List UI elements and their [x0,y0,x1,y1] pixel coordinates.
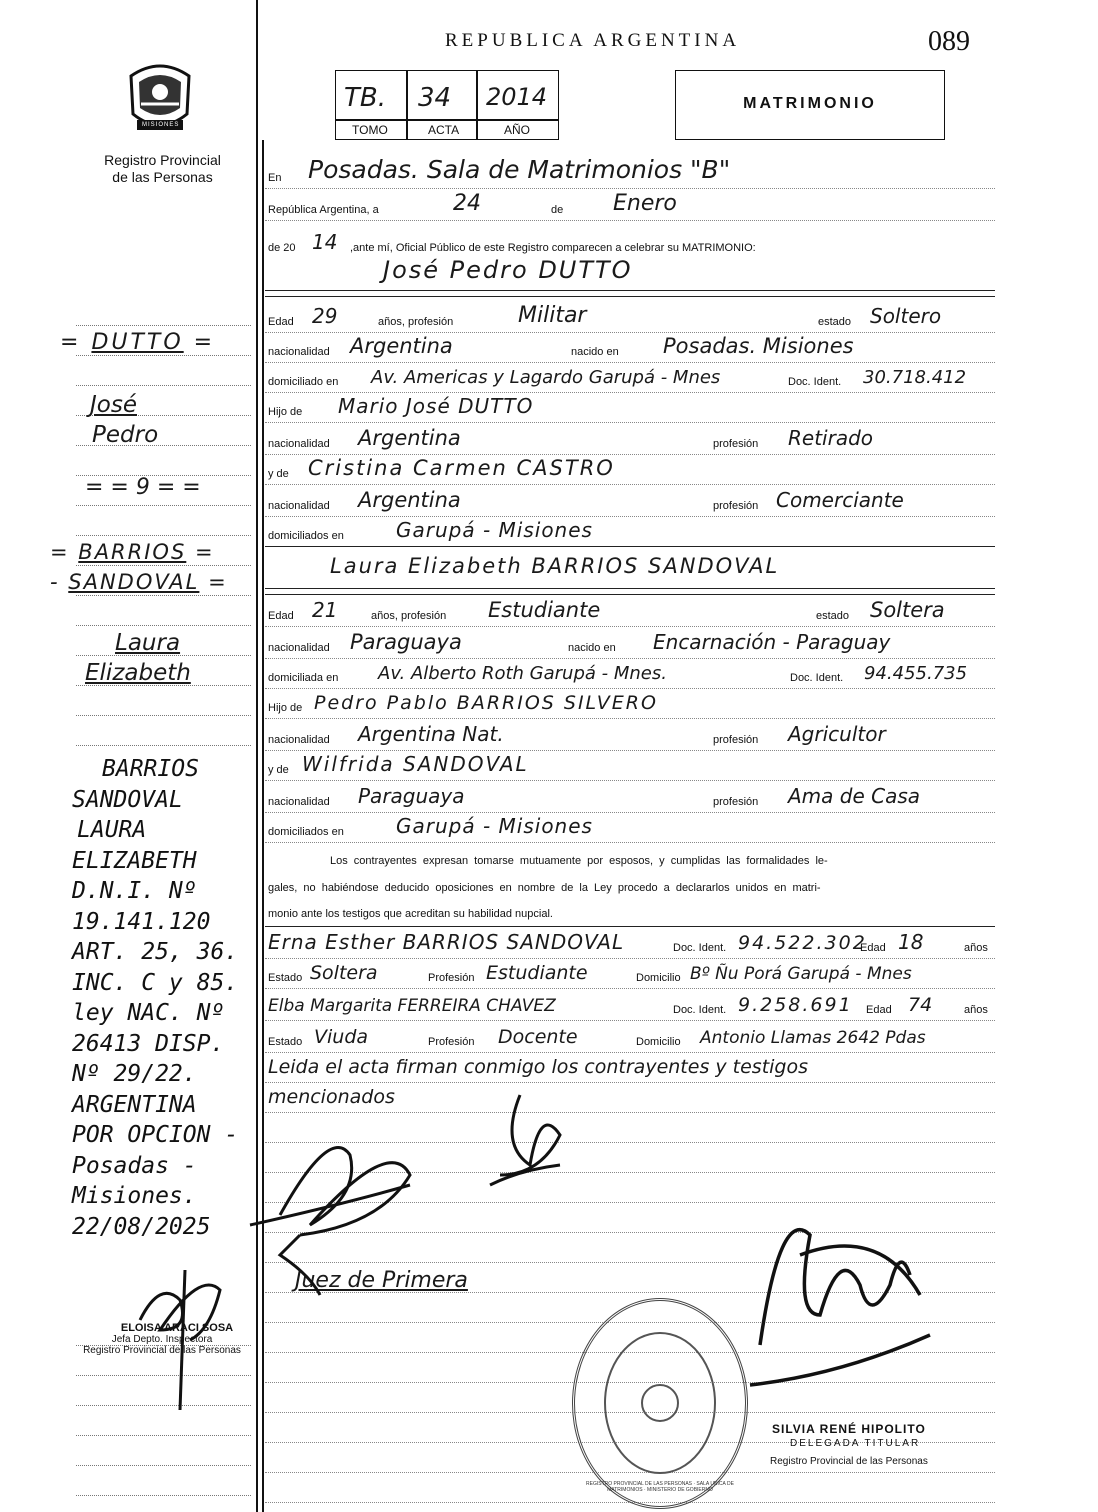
registry-name [80,152,245,186]
bride-mother: Wilfrida SANDOVAL [302,752,529,776]
groom-mother: Cristina Carmen CASTRO [308,456,615,480]
margin-note-line: 22/08/2025 [72,1213,211,1240]
margin-note-line: Misiones. [72,1183,197,1209]
margin-marker: = = 9 = = [85,475,201,500]
bride-signature-icon [490,1095,560,1185]
witness2-name: Elba Margarita FERREIRA CHAVEZ [268,996,556,1016]
margin-note-line: D.N.I. Nº [72,878,197,904]
domicilio-label: Domicilio [636,972,681,984]
witness1-state: Soltera [310,962,378,984]
groom-signature-icon [250,1148,410,1296]
republica-label: República Argentina, a [268,204,379,216]
record-box [335,70,559,140]
declaration-line2: gales, no habiéndose deducido oposiciones en nombre de la Ley procedo a declararlos unidos en matri- [268,882,821,894]
groom-mother-profession: Comerciante [776,488,904,512]
day: 24 [453,191,481,216]
right-official-registry: Registro Provincial de las Personas [770,1456,928,1467]
witness1-profession: Estudiante [486,962,588,984]
bride-father-info-row [268,724,996,750]
witness2-doc: 9.258.691 [738,994,853,1016]
groom-name-row [268,256,996,288]
bride-mother-row [268,754,996,780]
acta-value: 34 [418,83,452,113]
profesion-label: profesión [713,734,759,746]
margin-groom-surname-text: DUTTO [91,330,184,355]
year-suffix: 14 [312,230,338,254]
logo-text: MISIONES [142,122,180,128]
left-official-title: Jefa Depto. Inspectora [111,1334,213,1345]
seal-icon [575,1301,745,1506]
place: Posadas. Sala de Matrimonios "B" [308,155,731,184]
doc-label: Doc. Ident. [788,376,842,388]
acta-label: ACTA [428,123,460,137]
bride-nationality-row [268,632,996,658]
margin-note-line: Nº 29/22. [72,1061,197,1087]
bride-birthplace: Encarnación - Paraguay [653,630,891,654]
bride-mother-nationality: Paraguaya [358,784,465,808]
margin-bride-first: Laura [115,630,181,656]
domiciliado-label: domiciliado en [268,376,339,388]
official-signature-icon [750,1230,930,1385]
groom-mother-nationality: Argentina [358,488,461,512]
domiciliados-label: domiciliados en [268,530,344,542]
profesion-label: Profesión [428,972,475,984]
bride-nationality: Paraguaya [350,630,462,654]
right-official-title: DELEGADA TITULAR [790,1438,921,1449]
margin-bride-second: Elizabeth [85,660,191,686]
nacionalidad-label: nacionalidad [268,438,330,450]
margin-bride-surname2-text: SANDOVAL [68,570,200,594]
margin-note-line: LAURA [77,817,147,843]
margin-note-line: ARGENTINA [72,1091,197,1118]
groom-parents-address: Garupá - Misiones [396,518,593,542]
bride-full-name: Laura Elizabeth BARRIOS SANDOVAL [330,554,780,578]
nacido-label: nacido en [571,346,619,358]
groom-full-name: José Pedro DUTTO [383,256,633,284]
groom-father-nationality: Argentina [358,426,461,450]
groom-father-info-row [268,428,996,454]
official-seal [572,1298,748,1509]
margin-note-line: Posadas - [72,1152,197,1179]
estado-label: estado [818,316,852,328]
seal-text: REGISTRO PROVINCIAL DE LAS PERSONAS · SALA UNICA DE MATRIMONIOS · MINISTERIO DE GOBIERNO [586,1481,734,1493]
hijo-label: Hijo de [268,702,303,714]
bride-civil-state: Soltera [870,598,945,622]
witness2-address: Antonio Llamas 2642 Pdas [700,1028,926,1048]
margin-note-line: SANDOVAL [72,786,183,813]
profesion-label: profesión [713,796,759,808]
edad-label: Edad [866,1004,892,1016]
declaration-line3: monio ante los testigos que acreditan su habilidad nupcial. [268,908,553,920]
witness1-age: 18 [898,930,924,954]
groom-age-row [268,303,996,332]
closing-line2: mencionados [268,1086,395,1108]
page-number: 089 [928,26,970,57]
anio-label: AÑO [504,123,531,137]
bride-age-row [268,600,996,626]
bride-mother-profession: Ama de Casa [788,784,921,808]
profesion-label: profesión [713,438,759,450]
year-prefix: de 20 [268,242,296,254]
nacido-label: nacido en [568,642,616,654]
yde-label: y de [268,764,289,776]
month: Enero [613,191,677,216]
en-label: En [268,172,282,184]
margin-bride-surname1: = BARRIOS = [50,540,215,564]
witness2-info-row [268,1026,996,1052]
bride-mother-info-row [268,786,996,812]
yde-label: y de [268,468,289,480]
hijo-label: Hijo de [268,406,303,418]
anos-profesion-label: años, profesión [371,610,447,622]
anos-profesion-label: años, profesión [378,316,454,328]
groom-address-row [268,366,996,392]
bride-father-nationality: Argentina Nat. [358,722,504,746]
closing-line1-row [268,1056,996,1082]
margin-note-line: BARRIOS [102,756,199,782]
margin-marker-text: 9 [135,475,150,500]
nacionalidad-label: nacionalidad [268,500,330,512]
witness1-doc: 94.522.302 [738,932,867,954]
groom-doc-number: 30.718.412 [863,367,967,388]
groom-profession: Militar [518,303,587,328]
profesion-label: Profesión [428,1036,475,1048]
intro-date-row [268,191,996,220]
anio-value: 2014 [486,83,548,111]
margin-note-line: ley NAC. Nº [72,1000,225,1026]
nacionalidad-label: nacionalidad [268,796,330,808]
groom-parents-address-row [268,520,996,546]
margin-note-line: INC. C y 85. [72,969,239,996]
margin-note-line: ART. 25, 36. [72,939,239,965]
country-title: REPUBLICA ARGENTINA [445,30,741,51]
doc-label: Doc. Ident. [790,672,844,684]
bride-father-profession: Agricultor [788,722,886,746]
groom-mother-row [268,458,996,484]
intro-year-row [268,232,996,258]
domicilio-label: Domicilio [636,1036,681,1048]
margin-groom-second: Pedro [92,422,159,448]
groom-father: Mario José DUTTO [338,394,534,418]
bride-doc-number: 94.455.735 [864,663,968,684]
groom-birthplace: Posadas. Misiones [663,334,854,358]
estado-label: Estado [268,1036,303,1048]
margin-note-line: 19.141.120 [72,908,211,935]
bride-father: Pedro Pablo BARRIOS SILVERO [314,692,658,714]
margin-note [72,754,238,1242]
left-official-name: ELOISA ARACI SOSA [120,1322,234,1334]
groom-age: 29 [312,304,338,328]
bride-name-row [268,556,996,582]
registry-name-line1: Registro Provincial [104,152,221,168]
de-label: de [551,204,564,216]
domiciliados-label: domiciliados en [268,826,344,838]
registry-name-line2: de las Personas [112,169,213,185]
juez-text: Juez de Primera [295,1268,468,1293]
groom-civil-state: Soltero [870,304,942,328]
nacionalidad-label: nacionalidad [268,346,330,358]
misiones-coat-of-arms [125,58,195,138]
closing-line1: Leida el acta firman conmigo los contrayentes y testigos [268,1056,809,1078]
anos-label: años [964,1004,988,1016]
anos-label: años [964,942,988,954]
profesion-label: profesión [713,500,759,512]
estado-label: estado [816,610,850,622]
witness2-age: 74 [908,994,933,1016]
witness1-name: Erna Esther BARRIOS SANDOVAL [268,930,625,954]
groom-nationality-row [268,336,996,362]
witness2-profession: Docente [498,1026,578,1048]
witness2-state: Viuda [314,1026,369,1048]
margin-note-line: ELIZABETH [72,847,197,874]
groom-father-row [268,396,996,422]
bride-parents-address: Garupá - Misiones [396,814,593,838]
witness2-row [268,994,996,1020]
doc-label: Doc. Ident. [673,942,727,954]
act-type: MATRIMONIO [743,95,877,112]
groom-father-profession: Retirado [788,426,874,450]
left-official-registry: Registro Provincial de las Personas [83,1345,241,1356]
nacionalidad-label: nacionalidad [268,642,330,654]
margin-bride-surname1-text: BARRIOS [78,540,187,564]
estado-label: Estado [268,972,303,984]
formula: ,ante mí, Oficial Público de este Registro comparecen a celebrar su MATRIMONIO: [350,242,756,254]
tomo-value: TB. [344,83,386,113]
bride-parents-address-row [268,816,996,842]
margin-note-line: 26413 DISP. [72,1030,225,1057]
margin-bride-surname2: - SANDOVAL = [50,570,228,594]
witness1-row [268,932,996,958]
witness1-info-row [268,962,996,988]
left-official-stamp [62,1322,262,1356]
tomo-label: TOMO [352,123,388,137]
groom-nationality: Argentina [350,334,453,358]
witness1-address: Bº Ñu Porá Garupá - Mnes [690,964,912,984]
declaration-line1: Los contrayentes expresan tomarse mutuamente por esposos, y cumplidas las formalidades le- [330,855,828,867]
margin-groom-surname: = DUTTO = [60,330,216,355]
edad-label: Edad [860,942,886,954]
right-official-name: SILVIA RENÉ HIPOLITO [772,1422,926,1436]
bride-profession: Estudiante [488,598,601,622]
bride-age: 21 [312,598,338,622]
bride-father-row [268,692,996,718]
bride-address: Av. Alberto Roth Garupá - Mnes. [378,663,667,684]
nacionalidad-label: nacionalidad [268,734,330,746]
intro-place-row [268,155,996,188]
margin-groom-first: José [90,392,137,418]
doc-label: Doc. Ident. [673,1004,727,1016]
groom-mother-info-row [268,490,996,516]
groom-address: Av. Americas y Lagardo Garupá - Mnes [371,367,721,388]
edad-label: Edad [268,610,294,622]
edad-label: Edad [268,316,294,328]
bride-address-row [268,662,996,688]
domiciliada-label: domiciliada en [268,672,339,684]
margin-note-line: POR OPCION - [72,1122,239,1148]
